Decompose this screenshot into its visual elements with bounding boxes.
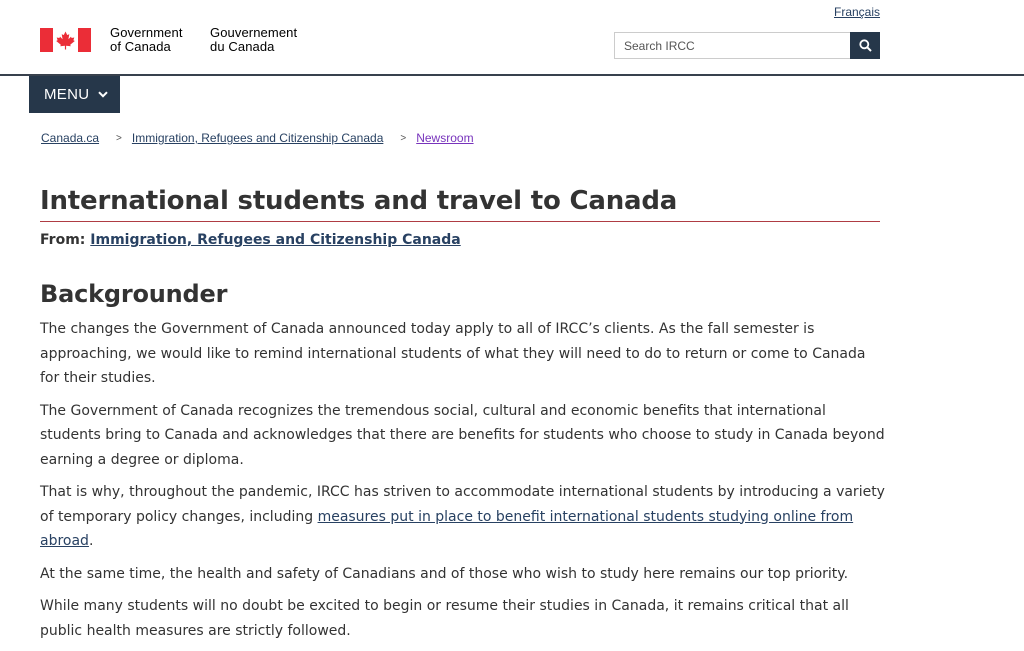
breadcrumb-separator: > bbox=[116, 132, 122, 144]
from-line bbox=[40, 232, 461, 248]
signature-french bbox=[210, 26, 297, 54]
paragraph-4: At the same time, the health and safety of Canadians and of those who wish to study here remains our top priority. bbox=[40, 565, 849, 582]
paragraph-5: While many students will no doubt be excited to begin or resume their studies in Canada, it remains critical that all public health measures are strictly followed. bbox=[40, 598, 849, 639]
paragraph-1: The changes the Government of Canada announced today apply to all of IRCC’s clients. As the fall semester is approaching, we would like to remind international students of what they will need to do to return or come to Canada for their studies. bbox=[40, 321, 866, 386]
breadcrumb-ircc[interactable]: Immigration, Refugees and Citizenship Canada bbox=[131, 131, 384, 145]
breadcrumb-canada-ca[interactable]: Canada.ca bbox=[41, 131, 100, 145]
article-body bbox=[40, 317, 885, 651]
canada-flag-icon bbox=[40, 28, 91, 52]
paragraph-3 bbox=[40, 480, 885, 554]
search-button[interactable] bbox=[850, 32, 880, 59]
search-input[interactable] bbox=[614, 32, 850, 59]
language-toggle-link[interactable]: Français bbox=[834, 5, 881, 19]
section-heading: Backgrounder bbox=[40, 280, 228, 308]
from-label: From: bbox=[40, 232, 86, 248]
breadcrumb-newsroom[interactable]: Newsroom bbox=[416, 131, 474, 145]
page-title: International students and travel to Canada bbox=[40, 186, 678, 216]
signature-en-line1: Government bbox=[110, 25, 183, 40]
paragraph-2: The Government of Canada recognizes the tremendous social, cultural and economic benefits that international students bring to Canada and acknowledges that there are benefits for students who choose to study in Canada beyond earning a degree or diploma. bbox=[40, 402, 885, 468]
header-divider bbox=[0, 74, 1024, 76]
chevron-down-icon bbox=[98, 91, 108, 98]
signature-english bbox=[110, 26, 183, 54]
signature-en-line2: of Canada bbox=[110, 39, 171, 54]
paragraph-3-end: . bbox=[88, 533, 94, 549]
site-header bbox=[0, 0, 1024, 74]
signature-fr-line1: Gouvernement bbox=[210, 25, 298, 40]
title-underline bbox=[40, 221, 880, 222]
from-department-link[interactable]: Immigration, Refugees and Citizenship Canada bbox=[90, 232, 461, 248]
search-icon bbox=[859, 39, 872, 52]
search-form bbox=[614, 32, 880, 59]
breadcrumb bbox=[41, 131, 474, 145]
paragraph-3-text: That is why, throughout the pandemic, IRCC has striven to accommodate international students by introducing a variety of temporary policy changes, including bbox=[40, 484, 885, 525]
menu-label: MENU bbox=[44, 86, 90, 103]
menu-button[interactable] bbox=[29, 76, 120, 113]
signature-fr-line2: du Canada bbox=[210, 39, 275, 54]
breadcrumb-separator: > bbox=[400, 132, 407, 144]
online-measures-link[interactable]: measures put in place to benefit international students studying online from abroad bbox=[40, 508, 854, 549]
